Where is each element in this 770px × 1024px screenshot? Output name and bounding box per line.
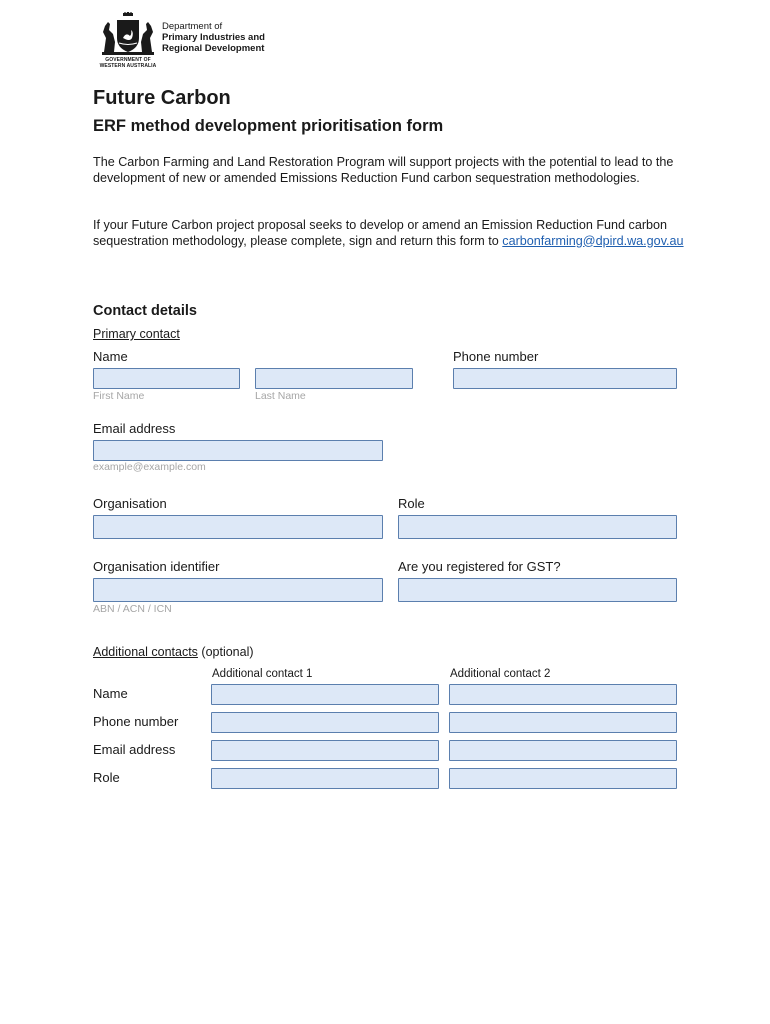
additional-name-label: Name: [93, 686, 128, 701]
additional-contact-2-email-input[interactable]: [449, 740, 677, 761]
primary-contact-label: Primary contact: [93, 327, 180, 341]
additional-contact-1-phone-input[interactable]: [211, 712, 439, 733]
organisation-label: Organisation: [93, 496, 167, 511]
additional-contact-2-header: Additional contact 2: [450, 668, 551, 680]
additional-contacts-label: Additional contacts: [93, 645, 198, 659]
last-name-hint: Last Name: [255, 390, 306, 402]
last-name-input[interactable]: [255, 368, 413, 389]
additional-phone-label: Phone number: [93, 714, 179, 729]
contact-details-heading: Contact details: [93, 303, 197, 319]
phone-number-label: Phone number: [453, 349, 539, 364]
department-line-1: Department of: [162, 21, 223, 32]
department-line-2: Primary Industries and: [162, 32, 265, 43]
additional-contact-1-header: Additional contact 1: [212, 668, 313, 680]
department-line-3: Regional Development: [162, 43, 265, 54]
organisation-identifier-hint: ABN / ACN / ICN: [93, 603, 172, 615]
intro-paragraph-1: The Carbon Farming and Land Restoration Program will support projects with the potential to lead to the development of new or amended Emissions Reduction Fund carbon sequestration methodologies.: [93, 155, 674, 185]
intro-paragraph-2: [93, 218, 693, 249]
additional-contact-2-role-input[interactable]: [449, 768, 677, 789]
additional-contact-1-name-input[interactable]: [211, 684, 439, 705]
contact-email-link[interactable]: carbonfarming@dpird.wa.gov.au: [502, 233, 684, 248]
government-line-1: GOVERNMENT OF: [105, 57, 151, 63]
name-label: Name: [93, 349, 128, 364]
role-input[interactable]: [398, 515, 677, 539]
form-subtitle: ERF method development prioritisation form: [93, 117, 444, 135]
additional-contacts-optional: (optional): [197, 645, 254, 659]
email-address-label: Email address: [93, 421, 176, 436]
government-line-2: WESTERN AUSTRALIA: [99, 63, 157, 69]
additional-contact-1-role-input[interactable]: [211, 768, 439, 789]
page-title: Future Carbon: [93, 87, 231, 109]
email-hint: example@example.com: [93, 461, 206, 473]
gst-registered-input[interactable]: [398, 578, 677, 602]
first-name-hint: First Name: [93, 390, 145, 402]
email-address-input[interactable]: [93, 440, 383, 461]
additional-contact-1-email-input[interactable]: [211, 740, 439, 761]
additional-contacts-heading: [93, 645, 254, 659]
additional-email-label: Email address: [93, 742, 176, 757]
gst-registered-label: Are you registered for GST?: [398, 559, 561, 574]
organisation-identifier-label: Organisation identifier: [93, 559, 220, 574]
first-name-input[interactable]: [93, 368, 240, 389]
phone-number-input[interactable]: [453, 368, 677, 389]
additional-contact-2-name-input[interactable]: [449, 684, 677, 705]
wa-government-crest-icon: [96, 12, 160, 58]
additional-role-label: Role: [93, 770, 120, 785]
organisation-identifier-input[interactable]: [93, 578, 383, 602]
additional-contact-2-phone-input[interactable]: [449, 712, 677, 733]
role-label: Role: [398, 496, 425, 511]
organisation-input[interactable]: [93, 515, 383, 539]
intro-paragraph-2-text: If your Future Carbon project proposal seeks to develop or amend an Emission Reduction Fund carbon sequestration methodology, please complete, sign and return this form to: [93, 218, 668, 248]
